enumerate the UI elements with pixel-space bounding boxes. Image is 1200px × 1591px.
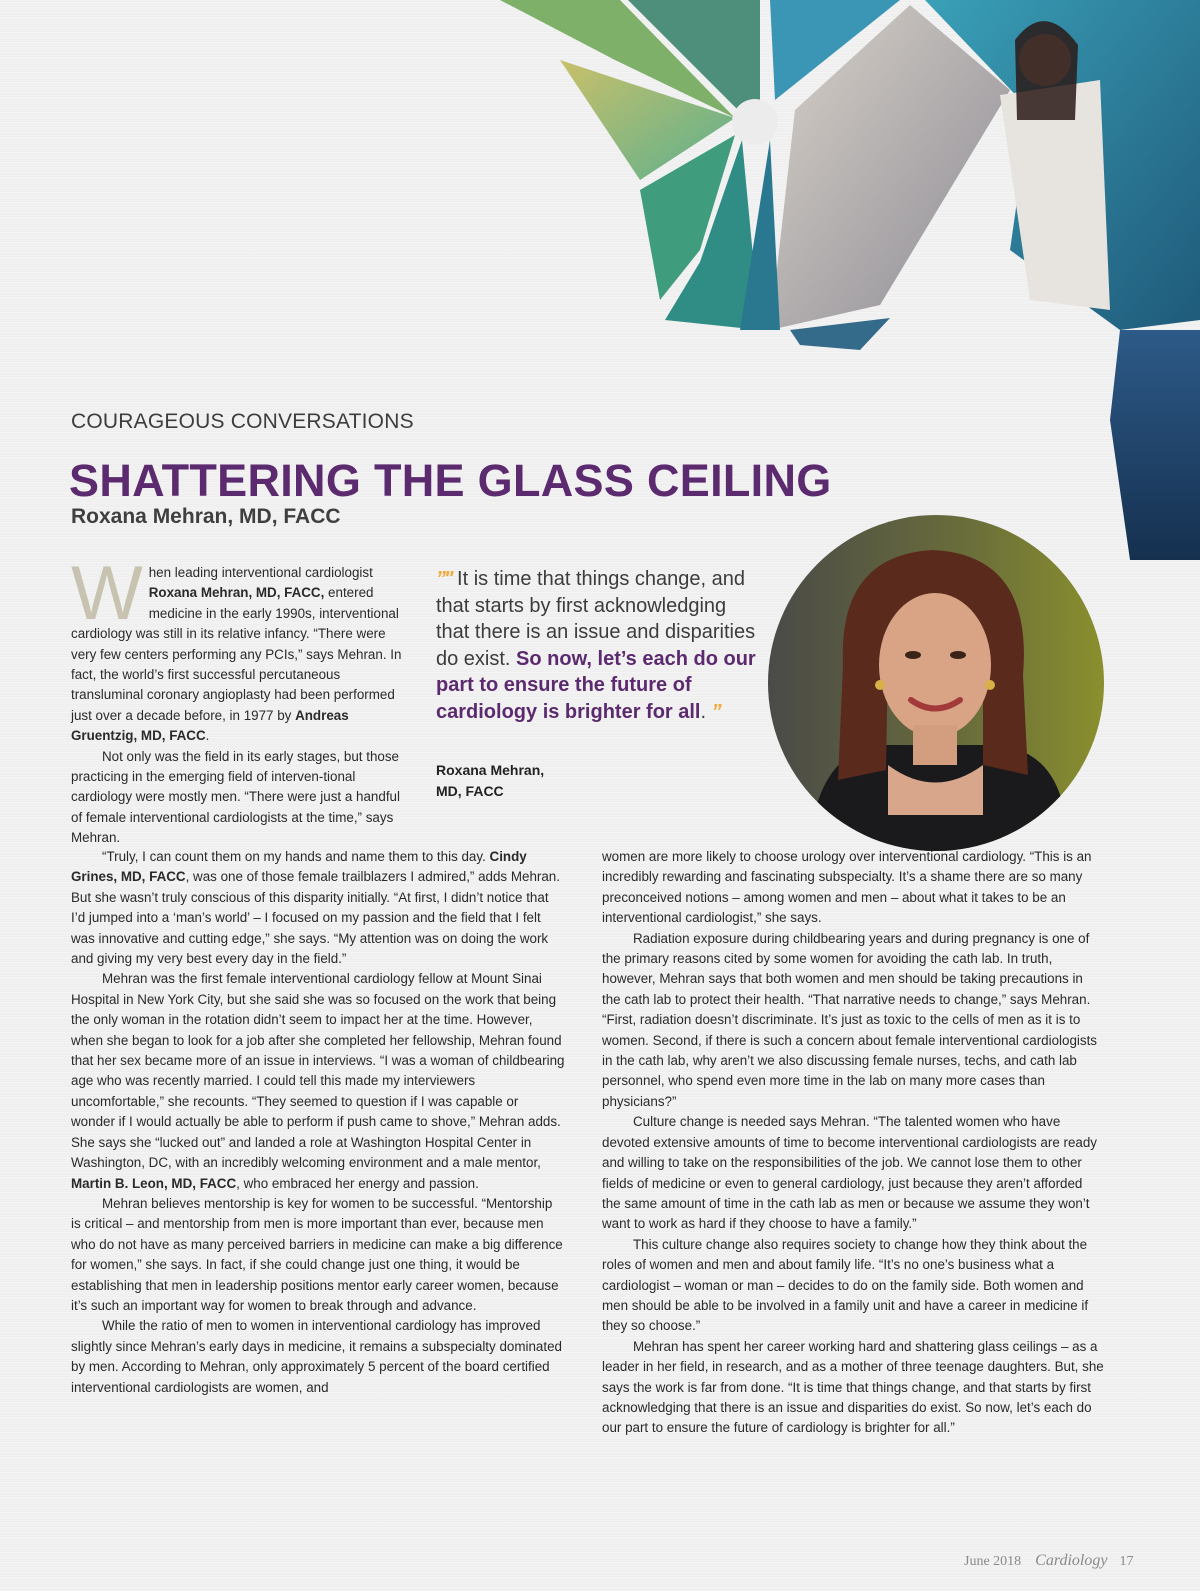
article-paragraph: Radiation exposure during childbearing years and during pregnancy is one of the primary reasons cited by some women for avoiding the cath lab. In truth, however, Mehran says that both women and men should be taking precautions in the cath lab to protect their health. “That narrative needs to change,” says Mehran. “First, radiation doesn’t discriminate. It’s just as toxic to the cells of men as it is to women. Second, if there is such a concern about female interventional cardiologists in the cath lab, why aren’t we also discussing female nurses, techs, and cath lab personnel, who spend even more time in the lab on many more cases than physicians?” <box>602 930 1097 1109</box>
article-column-1 <box>71 847 565 1398</box>
person-name: Roxana Mehran, MD, FACC, <box>148 585 325 601</box>
article-title: SHATTERING THE GLASS CEILING <box>69 455 832 506</box>
article-column-2 <box>602 847 1104 1439</box>
article-paragraph <box>71 551 407 747</box>
portrait-face <box>879 593 991 737</box>
drop-cap: W <box>71 551 143 636</box>
article-paragraph: Mehran has spent her career working hard and shattering glass ceilings – as a leader in her field, in research, and as a mother of three teenage daughters. But, she says the work is far from done. “It is time that things change, and that starts by first acknowledging that there is an issue and disparities do exist. So now, let’s each do our part to ensure the future of cardiology is brighter for all.” <box>602 1338 1104 1436</box>
portrait-earring <box>985 680 995 690</box>
article-paragraph: Not only was the field in its early stages, but those practicing in the emerging field of interven-tional cardiology were mostly men. “There were just a handful of female interventional cardiologists at the time,” says Mehran. <box>71 748 400 846</box>
portrait-earring <box>875 680 885 690</box>
quote-mark-open: ” <box>436 568 444 590</box>
magazine-name: Cardiology <box>1035 1552 1108 1569</box>
portrait-photo <box>768 515 1104 851</box>
attribution-line: MD, FACC <box>436 783 504 799</box>
article-paragraph: While the ratio of men to women in interventional cardiology has improved slightly since Mehran’s early days in medicine, it remains a subspecialty dominated by men. According to Mehran, only approximately 5 percent of the board certified interventional cardiologists are women, and <box>71 1318 562 1395</box>
article-paragraph <box>71 847 565 969</box>
glass-shard <box>1110 330 1200 560</box>
text-run: entered medicine in the early 1990s, interventional cardiology was still in its relative infancy. “There were very few centers performing any PCIs,” says Mehran. In fact, the world’s first successful percutaneous transluminal coronary angioplasty had been performed just over a decade before, in 1977 by <box>71 585 402 723</box>
text-run: , was one of those female trailblazers I admired,” adds Mehran. But she wasn’t truly conscious of this disparity initially. “At first, I didn’t notice that I’d jumped into a ‘man’s world’ – I focused on my passion and the field that I felt was innovative and cutting edge,” she says. “My attention was on doing the work and giving my very best every day in the field.” <box>71 869 560 967</box>
pull-quote-attribution <box>436 760 544 802</box>
article-paragraph: Mehran believes mentorship is key for women to be successful. “Mentorship is critical – and mentorship from men is more important than ever, because men who do not have as many perceived barriers in medicine can make a big difference for women,” she says. In fact, if she could change just one thing, it would be establishing that men in leadership positions mentor early career women, because it’s such an important way for women to break through and advance. <box>71 1195 563 1313</box>
pull-quote-highlight: So now, let’s each do our part to ensure the future of cardiology is brighter for all <box>436 647 756 723</box>
text-run: hen leading interventional cardiologist <box>148 565 373 580</box>
pull-quote-period: . <box>700 700 707 723</box>
article-paragraph: women are more likely to choose urology over interventional cardiology. “This is an incredibly rewarding and fascinating subspecialty. It’s a shame there are so many preconceived notions – among women and men – about what it takes to be an interventional cardiologist,” she says. <box>602 849 1092 926</box>
article-paragraph: Culture change is needed says Mehran. “The talented women who have devoted extensive amounts of time to become interventional cardiologists are ready and willing to take on the responsibilities of the job. We cannot lose them to other fields of medicine or even to general cardiology, just because they aren’t afforded the same amount of time in the cath lab as men or because we assume they won’t want to work as hard if they choose to have a family.” <box>602 1114 1097 1232</box>
glass-shard <box>790 318 890 350</box>
pull-quote <box>436 566 756 725</box>
attribution-line: Roxana Mehran, <box>436 762 545 778</box>
collage-hair <box>1015 21 1078 120</box>
section-label: COURAGEOUS CONVERSATIONS <box>71 410 414 433</box>
text-run: “Truly, I can count them on my hands and name them to this day. <box>102 849 490 864</box>
text-run: . <box>205 728 210 744</box>
article-byline: Roxana Mehran, MD, FACC <box>71 505 341 528</box>
portrait-eye <box>950 651 966 659</box>
text-run: , who embraced her energy and passion. <box>236 1175 479 1191</box>
portrait-eye <box>905 651 921 659</box>
article-paragraph: This culture change also requires society to change how they think about the roles of women and men and about family life. “It’s no one’s business what a cardiologist – woman or man – decides to do on the family side. Both women and men should be able to be involved in a family unit and have a career in medicine if they so choose.” <box>602 1236 1089 1334</box>
article-column-1-top <box>71 551 407 849</box>
page-footer <box>964 1552 1133 1570</box>
page-number: 17 <box>1119 1554 1134 1569</box>
article-paragraph <box>71 969 565 1193</box>
person-name: Andreas Gruentzig, MD, FACC <box>71 707 349 744</box>
portrait-neck <box>913 725 957 765</box>
issue-date: June 2018 <box>964 1554 1022 1569</box>
quote-mark-close: ” <box>711 700 720 723</box>
person-name: Cindy Grines, MD, FACC <box>71 849 527 885</box>
pull-quote-text: It is time that things change, and that starts by first acknowledging that there is an issue and disparities do exist. <box>436 568 756 670</box>
glass-break-center <box>732 99 778 145</box>
person-name: Martin B. Leon, MD, FACC <box>71 1175 237 1191</box>
quote-mark-open-2: " <box>444 568 452 590</box>
text-run: Mehran was the first female interventional cardiology fellow at Mount Sinai Hospital in New York City, but she said she was so focused on the work that being the only woman in the rotation didn’t seem to impact her at the time. However, when she began to look for a job after she completed her fellowship, Mehran found that her sex became more of an issue in interviews. “I was a woman of childbearing age who was recently married. I could tell this made my interviewers uncomfortable,” she recounts. “They seemed to question if I was capable or wonder if I would actually be able to perform if push came to shove,” Mehran adds. She says she “lucked out” and landed a role at Washington Hospital Center in Washington, DC, with an incredibly welcoming environment and a male mentor, <box>71 971 565 1171</box>
